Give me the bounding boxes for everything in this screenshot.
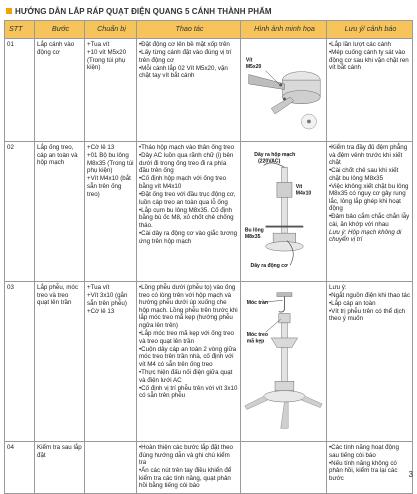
header-step: Bước [35,21,85,39]
prep-item: +Vít M4x10 (bắt sẵn trên ống treo) [87,175,131,198]
note-item: •Cài chốt chẻ sau khi xiết chặt bu lông M8x35 [329,167,399,182]
row-step: Kiểm tra sau lắp đặt [35,442,85,494]
operation-item: •Tháo hộp mạch vào thân ống treo [139,144,235,151]
figure-label: Vít [245,57,253,64]
row-notes [327,39,413,142]
operation-item: •Thực hiện đấu nối điện giữa quạt và điện lưới AC [139,368,233,384]
operation-item: •Cố định vị trí phễu trên với vít 3x10 có sẵn trên phễu [139,384,238,400]
note-item: •Đảm bảo cắm chắc chắn lẫy cài, ăn khớp với nhau [329,213,410,228]
operation-item: •Lấy từng cánh đặt vào đúng vị trí trên động cơ [139,49,232,64]
table-row [5,142,413,282]
operation-item: •Dây AC luồn qua rãnh chữ (i) bên dưới đi trong ống treo đi ra phía đầu trên ống [139,152,234,175]
page-number: 3 [408,470,413,479]
row-notes [327,282,413,442]
note-item: •Việc không xiết chặt bu lông M8x35 có nguy cơ gây rung lắc, lỏng lắp ghép khi hoạt động [329,182,409,213]
header-illustration: Hình ảnh minh họa [241,21,327,39]
note-item: •Lắp lần lượt các cánh [329,41,391,48]
row-operation [137,39,241,142]
figure-label: Móc trần [246,300,268,307]
prep-item: +Cờ lê 13 [87,144,115,151]
operation-item: •Lắp móc treo mã kẹp với ống treo và treo quạt lên trần [139,329,234,345]
row-prep [85,442,137,494]
prep-item: +Tua vít [87,284,110,291]
assembly-guide-table [4,20,413,494]
figure-label: M5x20 [245,63,262,70]
operation-item: •Mỗi cánh lắp 02 Vít M5x20, vặn chặt tay vít bắt cánh [139,64,228,80]
prep-item: +10 vít M5x20 (Trong túi phụ kiện) [87,49,127,72]
note-item: Lưu ý: [329,284,347,291]
prep-item: +Vít 3x10 (gắn sẵn trên phễu) [87,292,128,307]
illustration-ceiling-hang [241,282,327,442]
note-item: •Ngắt nguồn điện khi thao tác [329,291,410,299]
operation-item: •Hoàn thiện các bước lắp đặt theo đúng hướng dẫn và ghi chú kiểm tra [139,444,233,467]
figure-label: Bu lông [244,227,264,234]
ceiling-hang-drawing [243,284,324,439]
operation-item: •Đặt ống treo với đầu trục động cơ, luồn cáp treo an toàn qua lỗ ống [139,191,236,206]
note-item: •Mép cuống cánh ty sát vào động cơ sau khi vặn chặt ren vít bắt cánh [329,48,409,72]
operation-item: •Đặt động cơ lên bề mặt xốp trên [139,41,230,48]
row-prep [85,39,137,142]
illustration-downrod-install [241,142,327,282]
row-stt: 01 [5,39,35,142]
operation-item: •Cài dây ra động cơ vào giắc tương ứng trên hộp mạch [139,230,238,245]
page-title [6,4,412,18]
header-stt: STT [5,21,35,39]
operation-item: •Lắp cụm bu lông M8x35. Cố định bằng bù ốc M8, xỏ chốt chẻ chống tháo. [139,206,234,229]
table-row [5,282,413,442]
note-item: •Vít trị phễu trên có thể dịch theo ý muốn [329,307,406,323]
table-row [5,39,413,142]
figure-label: Dây ra động cơ [250,263,288,270]
prep-item: +01 Bộ bu lông M8x35 (Trong túi phụ kiện) [87,152,134,175]
row-prep [85,142,137,282]
row-notes [327,442,413,494]
prep-item: +Cờ lê 13 [87,307,115,315]
title-text: HƯỚNG DẪN LẮP RÁP QUẠT ĐIỆN QUANG 5 CÁNH THÀNH PHẨM [15,6,272,16]
illustration-blade-install [241,39,327,142]
note-item: •Lắp cáp an toàn [329,299,376,307]
row-stt: 04 [5,442,35,494]
row-notes [327,142,413,282]
figure-label: M8x35 [244,233,261,240]
row-operation [137,282,241,442]
row-stt: 03 [5,282,35,442]
prep-item: +Tua vít [87,41,110,48]
note-item: •Nếu tính năng không có phản hồi, kiểm tra lại các bước [329,459,398,482]
header-prep: Chuẩn bị [85,21,137,39]
figure-label: Vít [295,183,303,190]
row-step: Lắp ống treo, cáp an toàn và hộp mạch [35,142,85,282]
header-notes: Lưu ý/ cảnh báo [327,21,413,39]
row-step: Lắp cánh vào động cơ [35,39,85,142]
note-item: Lưu ý: Hộp mạch không di chuyển vị trí [329,228,402,244]
figure-label: M4x10 [295,190,312,197]
figure-label: Dây ra hộp mạch [254,151,296,158]
row-operation [137,142,241,282]
operation-item: •Lồng phễu dưới (phễu tọ) vào ống treo có lòng trên với hộp mạch và hướng phễu dưới úp xuống che hộp mạch. Lồng phễu trên trước khi lắp móc treo mã kẹp (hướng phễu ngửa lên trên) [139,284,238,329]
row-step: Lắp phễu, móc treo và treo quạt lên trần [35,282,85,442]
row-operation [137,442,241,494]
figure-label: mã kẹp [246,338,265,345]
operation-item: •Ấn các nút trên tay điều khiển để kiểm tra các tính năng, quạt phản hồi bằng tiếng còi báo [139,467,232,490]
row-prep [85,282,137,442]
blade-install-drawing [243,41,324,139]
illustration-empty [241,442,327,494]
header-operation: Thao tác [137,21,241,39]
operation-item: •Cố định hộp mạch với ống treo bằng vít M4x10 [139,175,227,190]
note-item: •Các tính năng hoạt động sau tiếng còi báo [329,444,399,459]
table-row [5,442,413,494]
operation-item: •Cuộn dây cáp an toàn 2 vòng giữa móc treo trên trần nhà, cố định với vít M4 có sẵn trên ống treo [139,345,237,368]
title-bullet-icon [6,8,12,14]
figure-label: Móc treo [246,332,268,339]
downrod-install-drawing [243,144,324,279]
table-header-row [5,21,413,39]
row-stt: 02 [5,142,35,282]
figure-label: (220VAC) [258,158,281,165]
note-item: •Kiểm tra đầy đủ đệm phẳng và đệm vênh trước khi xiết chặt [329,144,408,167]
